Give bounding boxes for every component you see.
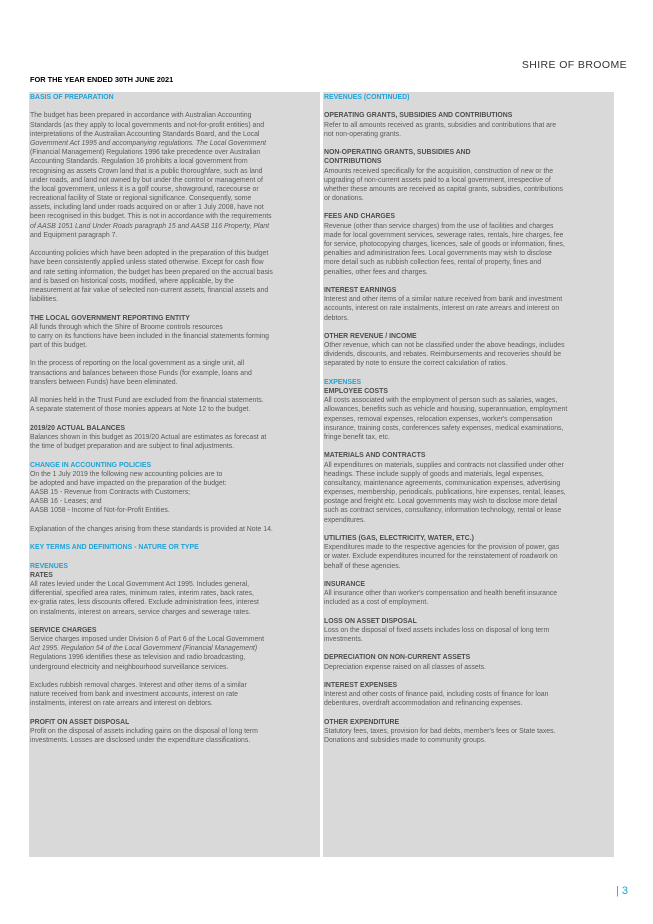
text-line: debtors.	[324, 314, 349, 322]
section-heading: NON-OPERATING GRANTS, SUBSIDIES AND	[324, 149, 471, 157]
text-line	[324, 369, 614, 378]
text-line: of AASB 1051 Land Under Roads paragraph 15 and AASB 116 Property, Plant	[30, 222, 270, 230]
text-line: have been consistently applied unless stated otherwise. Except for cash flow	[30, 259, 264, 267]
section-heading: FEES AND CHARGES	[324, 213, 395, 221]
text-line: interpretations of the Australian Accounting Standards Board, and the Local	[30, 130, 260, 138]
text-line	[324, 139, 614, 148]
text-line: whether these amounts are received as capital grants, subsidies, contributions	[324, 185, 564, 193]
text-line: such as contract services, consultancy, information technology, rental or lease	[324, 507, 562, 515]
section-heading: EMPLOYEE COSTS	[324, 388, 388, 395]
text-line: the time of budget preparation and are subject to final adjustments.	[30, 443, 235, 451]
text-line: A separate statement of those monies appears at Note 12 to the budget.	[30, 406, 251, 414]
section-heading: REVENUES	[30, 562, 68, 570]
text-line: assets, including land under roads acquired on or after 1 July 2008, have not	[30, 204, 264, 212]
text-line: Accounting policies which have been adopted in the preparation of this budget	[30, 250, 269, 258]
section-heading: KEY TERMS AND DEFINITIONS - NATURE OR TYPE	[30, 544, 199, 552]
text-line: upgrading of non-current assets paid to a local government, irrespective of	[324, 176, 551, 184]
text-line	[30, 350, 320, 359]
text-line: allowances, benefits such as vehicle and housing, superannuation, employment	[324, 406, 568, 414]
section-heading: CONTRIBUTIONS	[324, 158, 382, 166]
text-line	[30, 387, 320, 396]
text-line: Statutory fees, taxes, provision for bad debts, member's fees or State taxes.	[324, 727, 556, 735]
text-line: Donations and subsidies made to community groups.	[324, 737, 487, 745]
text-line: under roads, and land not owned by but under the control or management of	[30, 176, 263, 184]
text-line: investments. Losses are disclosed under the expenditure classifications.	[30, 737, 251, 745]
section-heading: UTILITIES (GAS, ELECTRICITY, WATER, ETC.)	[324, 535, 474, 542]
text-line: (Financial Management) Regulations 1996 take precedence over Australian	[30, 149, 261, 157]
text-line	[30, 240, 320, 249]
text-line	[30, 516, 320, 525]
text-line	[324, 525, 614, 534]
text-line	[324, 323, 614, 332]
text-line: dividends, discounts, and rebates. Reimbursements and recoveries should be	[324, 351, 562, 359]
text-line: on instalments, interest on arrears, service charges and sewerage rates.	[30, 608, 251, 616]
text-line: All rates levied under the Local Government Act 1995. Includes general,	[30, 580, 250, 588]
text-line	[324, 102, 614, 111]
section-heading: REVENUES (CONTINUED)	[324, 94, 410, 101]
text-line	[30, 672, 320, 681]
section-heading: EXPENSES	[324, 378, 362, 386]
text-line: Other revenue, which can not be classified under the above headings, includes	[324, 342, 565, 350]
left-column	[29, 92, 320, 857]
text-line: differential, specified area rates, minimum rates, interim rates, back rates,	[30, 590, 254, 598]
text-line: expenditures.	[324, 516, 366, 524]
text-line: Explanation of the changes arising from these standards is provided at Note 14.	[30, 525, 273, 533]
text-line: insurance, training costs, conferences safety expenses, medical examinations,	[324, 424, 564, 432]
text-line: measurement at fair value of selected non-current assets, financial assets and	[30, 286, 269, 294]
text-line: The budget has been prepared in accordance with Australian Accounting	[30, 112, 252, 120]
text-line: separated by note to ensure the correct calculation of ratios.	[324, 360, 508, 368]
text-line: not non-operating grants.	[324, 130, 401, 138]
section-heading: MATERIALS AND CONTRACTS	[324, 452, 426, 460]
text-line	[30, 709, 320, 718]
text-line: behalf of these agencies.	[324, 562, 401, 570]
text-line: postage and freight etc. Local governments may wish to disclose more detail	[324, 498, 558, 506]
section-heading: PROFIT ON ASSET DISPOSAL	[30, 718, 130, 726]
text-line: Balances shown in this budget as 2019/20 Actual are estimates as forecast at	[30, 433, 267, 441]
text-line: AASB 1058 - Income of Not-for-Profit Entities.	[30, 507, 170, 515]
text-line	[324, 277, 614, 286]
text-line: All costs associated with the employment of person such as salaries, wages,	[324, 397, 558, 405]
text-line: Revenue (other than service charges) from the use of facilities and charges	[324, 222, 554, 230]
text-line: Refer to all amounts received as grants, subsidies and contributions that are	[324, 121, 557, 129]
text-line: nature received from bank and investment accounts, interest on rate	[30, 691, 238, 699]
text-line: accounts, interest on rate instalments, interest on rate arrears and interest on	[324, 305, 560, 313]
text-line: transfers between Funds) have been eliminated.	[30, 378, 178, 386]
text-line: fringe benefit tax, etc.	[324, 433, 390, 441]
text-line: expenses, membership, periodicals, publications, hire expenses, rental, leases,	[324, 489, 566, 497]
text-line: Accounting Standards. Regulation 16 prohibits a local government from	[30, 158, 248, 166]
text-line: Expenditures made to the respective agencies for the provision of power, gas	[324, 544, 560, 552]
section-heading: INTEREST EXPENSES	[324, 682, 398, 689]
text-line: instalments, interest on rate arrears and interest on debtors.	[30, 700, 213, 708]
text-line	[30, 415, 320, 424]
text-line: or donations.	[324, 195, 364, 203]
text-line: been recognised in this budget. This is not in accordance with the requirements	[30, 213, 272, 221]
text-line: recreational facility of State or regional significance. Consequently, some	[30, 195, 252, 203]
text-line: Profit on the disposal of assets including gains on the disposal of long term	[30, 727, 258, 735]
text-line: Excludes rubbish removal charges. Interest and other items of a similar	[30, 682, 247, 689]
text-line: ex-gratia rates, less discounts offered. Exclude administration fees, interest	[30, 599, 259, 607]
text-line: AASB 16 - Leases; and	[30, 498, 102, 506]
text-line	[30, 304, 320, 313]
text-line: Service charges imposed under Division 6 of Part 6 of the Local Government	[30, 636, 265, 644]
text-line: for service, photocopying charges, licences, sale of goods or information, fines,	[324, 241, 565, 248]
text-line: Regulations 1996 identifies these as television and radio broadcasting,	[30, 654, 246, 662]
text-line: Interest and other costs of finance paid, including costs of finance for loan	[324, 691, 549, 699]
section-heading: INTEREST EARNINGS	[324, 286, 397, 294]
section-heading: DEPRECIATION ON NON-CURRENT ASSETS	[324, 654, 471, 662]
text-line	[324, 644, 614, 653]
text-line: Act 1995. Regulation 54 of the Local Government (Financial Management)	[30, 645, 258, 653]
text-line: All expenditures on materials, supplies and contracts not classified under other	[324, 461, 564, 469]
text-line: liabilities.	[30, 296, 58, 304]
text-line: consultancy, maintenance agreements, communication expenses, advertising	[324, 479, 561, 487]
section-heading: INSURANCE	[324, 580, 365, 588]
text-line: underground electricity and neighbourhood surveillance services.	[30, 663, 229, 671]
section-heading: LOSS ON ASSET DISPOSAL	[324, 617, 417, 625]
text-line: and Equipment paragraph 7.	[30, 231, 118, 239]
text-line	[30, 451, 320, 460]
text-line: or water. Exclude expenditures incurred for the reinstatement of roadwork on	[324, 553, 558, 561]
section-heading: SERVICE CHARGES	[30, 626, 97, 634]
text-line	[30, 534, 320, 543]
text-line	[324, 442, 614, 451]
section-heading: CHANGE IN ACCOUNTING POLICIES	[30, 461, 152, 469]
text-line: All monies held in the Trust Fund are excluded from the financial statements.	[30, 397, 264, 405]
text-line: Loss on the disposal of fixed assets includes loss on disposal of long term	[324, 626, 550, 634]
text-line: penalties and administration fees. Local governments may wish to disclose	[324, 250, 552, 258]
text-line	[30, 617, 320, 626]
text-line: All funds through which the Shire of Broome controls resources	[30, 323, 223, 331]
text-line: and rate setting information, the budget has been prepared on the accrual basis	[30, 268, 273, 276]
section-heading: BASIS OF PREPARATION	[30, 94, 114, 101]
section-heading: OTHER REVENUE / INCOME	[324, 332, 417, 340]
section-heading: OPERATING GRANTS, SUBSIDIES AND CONTRIBUTIONS	[324, 112, 513, 120]
organisation-name: SHIRE OF BROOME	[521, 59, 627, 71]
right-column	[323, 92, 614, 857]
section-heading: OTHER EXPENDITURE	[324, 718, 400, 726]
text-line	[30, 552, 320, 561]
text-line	[324, 672, 614, 681]
text-line: the local government, unless it is a golf course, showground, racecourse or	[30, 185, 259, 193]
section-heading: THE LOCAL GOVERNMENT REPORTING ENTITY	[30, 314, 190, 322]
text-line: be adopted and have impacted on the preparation of the budget:	[30, 479, 227, 487]
text-line: Interest and other items of a similar nature received from bank and investment	[324, 296, 563, 304]
text-line: made for local government services, sewerage rates, rentals, hire charges, fee	[324, 231, 564, 239]
text-line	[30, 102, 320, 111]
text-line: more detail such as rubbish collection fees, rental of property, fines and	[324, 259, 542, 267]
text-line: and is based on historical costs, modified, where applicable, by the	[30, 277, 234, 285]
text-line	[324, 709, 614, 718]
text-line: On the 1 July 2019 the following new accounting policies are to	[30, 470, 223, 478]
text-line: AASB 15 - Revenue from Contracts with Customers;	[30, 489, 191, 497]
text-line: expenses, removal expenses, relocation expenses, worker's compensation	[324, 415, 553, 423]
text-line: In the process of reporting on the local government as a single unit, all	[30, 360, 245, 368]
section-heading: 2019/20 ACTUAL BALANCES	[30, 424, 125, 432]
text-line: debentures, overdraft accommodation and refinancing expenses.	[324, 700, 523, 708]
report-period-title: FOR THE YEAR ENDED 30TH JUNE 2021	[30, 75, 174, 84]
section-heading: RATES	[30, 571, 53, 579]
text-line: Depreciation expense raised on all classes of assets.	[324, 663, 487, 671]
text-line: recognising as assets Crown land that is a public thoroughfare, such as land	[30, 167, 263, 175]
text-line: headings. These include supply of goods and materials, legal expenses,	[324, 470, 544, 478]
text-line: investments.	[324, 636, 363, 644]
text-line: part of this budget.	[30, 342, 88, 350]
text-line: penalties, other fees and charges.	[324, 268, 428, 276]
text-line: Government Act 1995 and accompanying regulations. The Local Government	[30, 139, 267, 147]
text-line	[324, 203, 614, 212]
text-line: All insurance other than worker's compensation and health benefit insurance	[324, 590, 558, 598]
text-line: Standards (as they apply to local governments and not-for-profit entities) and	[30, 121, 265, 129]
text-line: Amounts received specifically for the acquisition, construction of new or the	[324, 167, 554, 175]
text-line: transactions and balances between those Funds (for example, loans and	[30, 369, 252, 377]
text-line	[324, 571, 614, 580]
text-line: to carry on its functions have been included in the financial statements forming	[30, 332, 270, 340]
page-number: | 3	[616, 885, 629, 897]
text-line: included as a cost of employment.	[324, 599, 429, 607]
text-line	[324, 608, 614, 617]
